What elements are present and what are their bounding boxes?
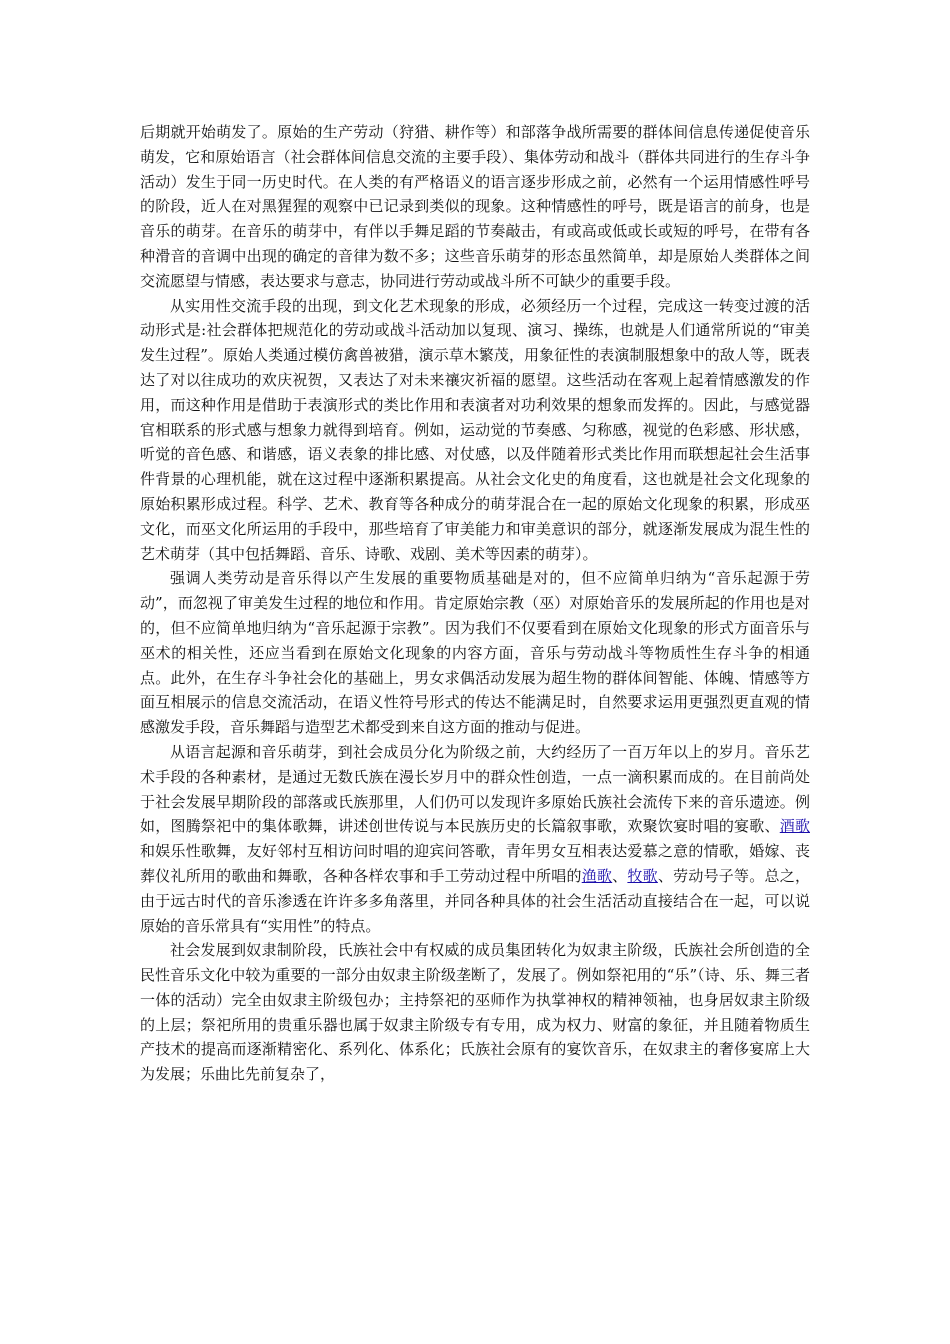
paragraph-2: 从实用性交流手段的出现，到文化艺术现象的形成，必须经历一个过程，完成这一转变过渡的活动形式是:社会群体把规范化的劳动或战斗活动加以复现、演习、操练，也就是人们通常所说的“审美发生过程”。原始人类通过模仿禽兽被猎，演示草木繁茂，用象征性的表演制服想象中的敌人等，既表达了对以往成功的欢庆祝贺，又表达了对未来禳灾祈福的愿望。这些活动在客观上起着情感激发的作用，而这种作用是借助于表演形式的类比作用和表演者对功利效果的想象而发挥的。因此，与感觉器官相联系的形式感与想象力就得到培育。例如，运动觉的节奏感、匀称感，视觉的色彩感、形状感，听觉的音色感、和谐感，语义表象的排比感、对仗感，以及伴随着形式类比作用而联想起社会生活事件背景的心理机能，就在这过程中逐渐积累提高。从社会文化史的角度看，这也就是社会文化现象的原始积累形成过程。科学、艺术、教育等各种成分的萌芽混合在一起的原始文化现象的积累，形成巫文化，而巫文化所运用的手段中，那些培育了审美能力和审美意识的部分，就逐渐发展成为混生性的艺术萌芽（其中包括舞蹈、音乐、诗歌、戏剧、美术等因素的萌芽）。 <box>140 296 810 563</box>
paragraph-4-text-a: 从语言起源和音乐萌芽，到社会成员分化为阶级之前，大约经历了一百万年以上的岁月。音乐艺术手段的各种素材，是通过无数氏族在漫长岁月中的群众性创造，一点一滴积累而成的。在目前尚处于社会发展早期阶段的部落或氏族那里，人们仍可以发现许多原始氏族社会流传下来的音乐遗迹。例如，图腾祭祀中的集体歌舞，讲述创世传说与本民族历史的长篇叙事歌，欢聚饮宴时唱的宴歌、 <box>140 742 810 836</box>
paragraph-1: 后期就开始萌发了。原始的生产劳动（狩猎、耕作等）和部落争战所需要的群体间信息传递促使音乐萌发，它和原始语言（社会群体间信息交流的主要手段）、集体劳动和战斗（群体共同进行的生存斗争活动）发生于同一历史时代。在人类的有严格语义的语言逐步形成之前，必然有一个运用情感性呼号的阶段，近人在对黑猩猩的观察中已记录到类似的现象。这种情感性的呼号，既是语言的前身，也是音乐的萌芽。在音乐的萌芽中，有伴以手舞足蹈的节奏敲击，有或高或低或长或短的呼号，在带有各种滑音的音调中出现的确定的音律为数不多；这些音乐萌芽的形态虽然简单，却是原始人类群体之间交流愿望与情感，表达要求与意志，协同进行劳动或战斗所不可缺少的重要手段。 <box>140 123 810 290</box>
link-yuge[interactable]: 渔歌 <box>581 866 613 885</box>
paragraph-5: 社会发展到奴隶制阶段，氏族社会中有权威的成员集团转化为奴隶主阶级，氏族社会所创造的全民性音乐文化中较为重要的一部分由奴隶主阶级垄断了，发展了。例如祭祀用的“乐”（诗、乐、舞三者一体的活动）完全由奴隶主阶级包办；主持祭祀的巫师作为执掌神权的精神领袖，也身居奴隶主阶级的上层；祭祀所用的贵重乐器也属于奴隶主阶级专有专用，成为权力、财富的象征，并且随着物质生产技术的提高而逐渐精密化、系列化、体系化；氏族社会原有的宴饮音乐，在奴隶主的奢侈宴席上大为发展；乐曲比先前复杂了， <box>140 941 810 1084</box>
paragraph-3: 强调人类劳动是音乐得以产生发展的重要物质基础是对的，但不应简单归纳为“音乐起源于劳动”，而忽视了审美发生过程的地位和作用。肯定原始宗教（巫）对原始音乐的发展所起的作用也是对的，但不应简单地归纳为“音乐起源于宗教”。因为我们不仅要看到在原始文化现象的形式方面音乐与巫术的相关性，还应当看到在原始文化现象的内容方面，音乐与劳动战斗等物质性生存斗争的相通点。此外，在生存斗争社会化的基础上，男女求偶活动发展为超生物的群体间智能、体魄、情感等方面互相展示的信息交流活动，在语义性符号形式的传达不能满足时，自然要求运用更强烈更直观的情感激发手段，音乐舞蹈与造型艺术都受到来自这方面的推动与促进。 <box>140 569 810 737</box>
paragraph-4-text-c: 、 <box>612 866 628 885</box>
document-body <box>140 120 810 1087</box>
paragraph-4 <box>140 740 810 938</box>
link-muge[interactable]: 牧歌 <box>627 866 658 885</box>
paragraph-4-text-b: 和娱乐性歌舞，友好邻村互相访问时唱的迎宾问答歌，青年男女互相表达爱慕之意的情歌，婚嫁、丧葬仪礼所用的歌曲和舞歌，各种各样农事和手工劳动过程中所唱的 <box>140 842 810 885</box>
paragraph-4-text-d: 、劳动号子等。总之，由于远古时代的音乐渗透在许许多多角落里，并同各种具体的社会生活活动直接结合在一起，可以说原始的音乐常具有“实用性”的特点。 <box>140 866 810 935</box>
link-jiuge[interactable]: 酒歌 <box>779 817 810 836</box>
